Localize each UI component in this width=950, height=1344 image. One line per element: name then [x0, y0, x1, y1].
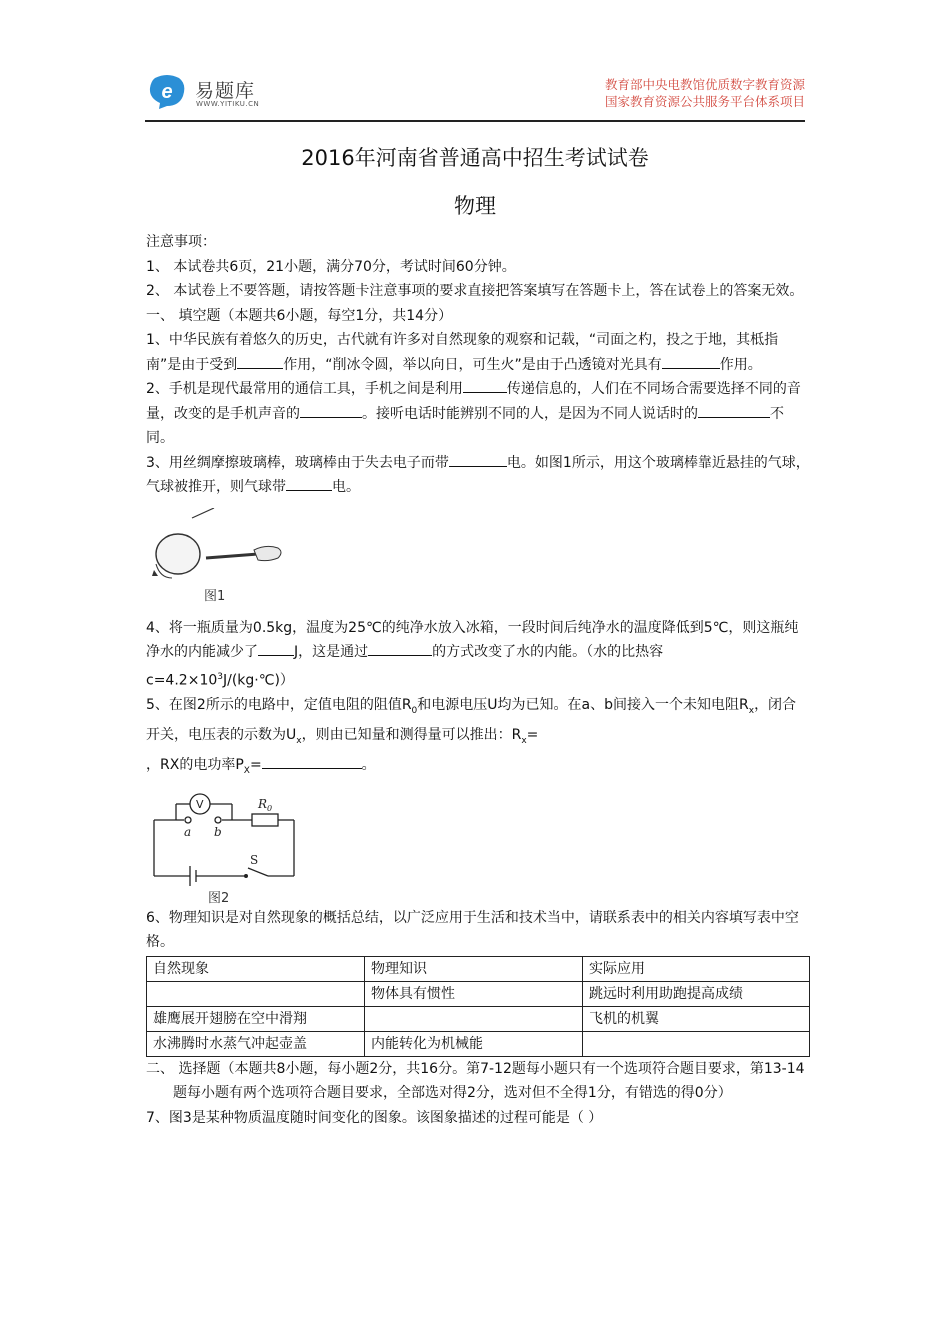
header-divider: [145, 120, 805, 122]
q5-sub-b: x: [748, 705, 755, 716]
table-cell: 水沸腾时水蒸气冲起壶盖: [147, 1031, 365, 1056]
q5-text-c: ，闭合开关，电压表的示数为U: [146, 696, 797, 743]
q4-text-b: J，这是通过: [294, 644, 369, 660]
answer-blank[interactable]: [237, 353, 283, 369]
table-cell[interactable]: [583, 1031, 810, 1056]
q1-text-c: 作用。: [719, 356, 762, 373]
question-2: [146, 377, 810, 451]
q5-sub-c: x: [296, 735, 302, 746]
notes-item-1: 1、 本试卷共6页，21小题，满分70分，考试时间60分钟。: [146, 258, 516, 275]
q3-text-a: 3、用丝绸摩擦玻璃棒，玻璃棒由于失去电子而带: [146, 454, 449, 471]
q4-text-c: 的方式改变了水的内能。（水的比热容c=4.2×: [146, 644, 664, 689]
tagline-line-2: 国家教育资源公共服务平台体系项目: [604, 94, 805, 109]
figure-2: [146, 790, 810, 906]
table-header-row: [147, 956, 810, 981]
table-row: [147, 1006, 810, 1031]
svg-text:R0: [257, 797, 272, 813]
physics-table: [146, 956, 810, 1057]
resistor-subscript: 0: [267, 803, 273, 813]
logo-glyph: e: [161, 81, 173, 103]
section-2-heading: 二、 选择题（本题共8小题，每小题2分，共16分。第7-12题每小题只有一个选项符合题目要求，第13-14题每小题有两个选项符合题目要求，全部选对得2分，选对但不全得1分，有错选的得0分）: [146, 1060, 805, 1102]
table-header-cell: 自然现象: [147, 956, 365, 981]
q4-power-exponent: 3: [217, 671, 223, 682]
glass-rod: [206, 554, 258, 558]
q5-sub-a: 0: [411, 705, 418, 716]
q1-text-b: 作用，“削冰令圆，举以向日，可生火”是由于凸透镜对光具有: [283, 356, 662, 373]
q2-text-a: 2、手机是现代最常用的通信工具，手机之间是利用: [146, 381, 463, 397]
hand: [254, 546, 281, 560]
table-cell: 飞机的机翼: [583, 1006, 810, 1031]
q4-text-a: 4、将一瓶质量为0.5kg，温度为25℃的纯净水放入冰箱，一段时间后纯净水的温度降低到5℃，则这瓶纯净水的内能减少了: [146, 619, 799, 660]
q2-text-c: 。接听电话时能辨别不同的人，是因为不同人说话时的: [362, 405, 698, 422]
table-row: [147, 981, 810, 1006]
balloon: [156, 534, 200, 574]
question-7: 7、图3是某种物质温度随时间变化的图象。该图象描述的过程可能是（ ）: [146, 1109, 603, 1126]
point-b-label: b: [214, 824, 222, 839]
answer-blank[interactable]: [368, 640, 432, 656]
q5-text-e: =: [526, 726, 539, 743]
suspension-thread: [192, 508, 214, 518]
notes-heading: 注意事项：: [146, 234, 216, 250]
table-cell[interactable]: [147, 981, 365, 1006]
q2-text-b: 传递信息的，人们在不同场合需要选择不同的音量，改变的是手机声音的: [146, 381, 801, 422]
q4-power-base: 10: [199, 672, 218, 689]
figure-1: [146, 508, 810, 608]
q5-text-a: 5、在图2所示的电路中，定值电阻的阻值R: [146, 696, 412, 713]
q1-text-a: 1、中华民族有着悠久的历史，古代就有许多对自然现象的观察和记载，“司面之杓，投之于地，其柢指南”是由于受到: [146, 332, 779, 373]
q2-text-d: 不同。: [146, 405, 784, 446]
table-cell: 跳远时利用助跑提高成绩: [583, 981, 810, 1006]
switch-label: S: [250, 852, 259, 867]
notes-item-2: 2、 本试卷上不要答题，请按答题卡注意事项的要求直接把答案填写在答题卡上，答在试卷上的答案无效。: [146, 283, 804, 299]
page-header: [145, 68, 805, 120]
q3-text-b: 电。如图1所示，用这个玻璃棒靠近悬挂的气球，气球被推开，则气球带: [146, 454, 810, 495]
question-1: [146, 328, 810, 377]
table-cell: 内能转化为机械能: [365, 1031, 583, 1056]
balloon-glass-rod-diagram: [146, 508, 296, 608]
answer-blank[interactable]: [286, 475, 332, 491]
fig2-label: 图2: [208, 890, 230, 906]
arrow-head: [152, 570, 158, 576]
answer-blank[interactable]: [449, 451, 507, 467]
q5-text-f: ，RX的电功率P: [146, 757, 244, 774]
table-cell: 雄鹰展开翅膀在空中滑翔: [147, 1006, 365, 1031]
subject-title: 物理: [454, 194, 496, 218]
q5-text-h: 。: [361, 757, 376, 774]
logo-name: 易题库: [195, 80, 256, 102]
q5-text-b: 和电源电压U均为已知。在a、b间接入一个未知电阻R: [417, 696, 749, 713]
resistor-label: R: [258, 796, 268, 811]
q5-sub-d: x: [521, 735, 527, 746]
tagline: [605, 76, 805, 110]
table-header-cell: 物理知识: [365, 956, 583, 981]
q5-text-g: =: [249, 757, 262, 774]
answer-blank[interactable]: [698, 402, 770, 418]
tagline-line-1: 教育部中央电教馆优质数字教育资源: [604, 77, 805, 92]
circuit-diagram: [146, 790, 306, 906]
answer-blank[interactable]: [463, 377, 507, 393]
section-1-heading: 一、 填空题（本题共6小题，每空1分，共14分）: [146, 307, 453, 324]
logo-url: WWW.YITIKU.CN: [196, 100, 260, 108]
q5-text-d: ，则由已知量和测得量可以推出：R: [301, 726, 522, 743]
answer-blank[interactable]: [300, 402, 362, 418]
voltmeter-label: V: [196, 797, 204, 811]
answer-blank[interactable]: [262, 753, 362, 769]
answer-blank[interactable]: [258, 640, 294, 656]
question-3: [146, 451, 810, 500]
table-header-cell: 实际应用: [583, 956, 810, 981]
table-row: [147, 1031, 810, 1056]
question-6: 6、物理知识是对自然现象的概括总结，以广泛应用于生活和技术当中，请联系表中的相关内容填写表中空格。: [146, 909, 799, 951]
exam-body: [146, 230, 810, 1130]
q3-text-c: 电。: [332, 479, 360, 495]
fig1-label: 图1: [204, 588, 226, 604]
question-5: [146, 693, 810, 784]
answer-blank[interactable]: [662, 353, 720, 369]
table-cell[interactable]: [365, 1006, 583, 1031]
exam-title: 2016年河南省普通高中招生考试试卷: [301, 146, 649, 170]
q5-sub-f: X: [243, 766, 250, 777]
q4-text-d: J/(kg·℃)）: [223, 672, 294, 689]
table-cell: 物体具有惯性: [365, 981, 583, 1006]
point-a-label: a: [184, 824, 192, 839]
question-4: [146, 616, 810, 693]
yitiku-logo-icon: [147, 74, 187, 110]
